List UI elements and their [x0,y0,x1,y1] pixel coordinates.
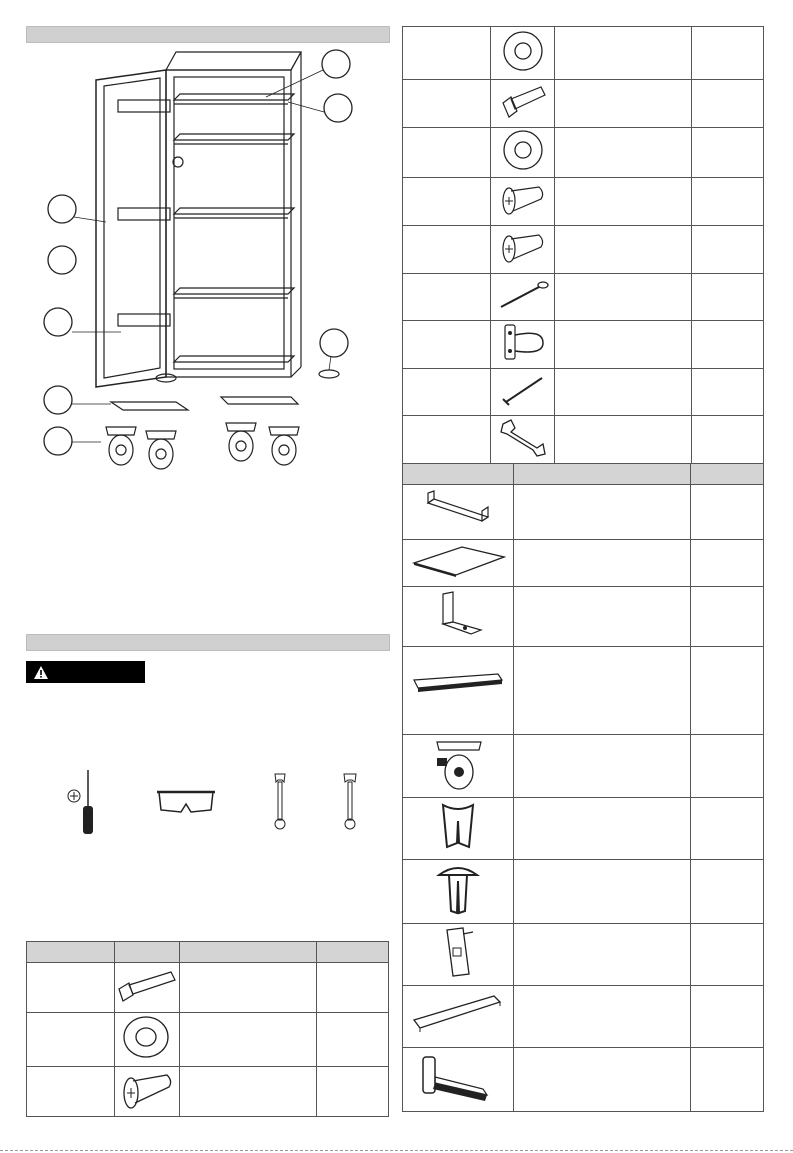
washer-icon [501,29,545,73]
phillips-screwdriver-icon [64,768,104,836]
l-bracket-icon [423,588,493,640]
col-header [403,464,514,485]
latch-plate-icon [433,924,483,980]
right-components-table [402,463,764,1112]
col-header [115,942,180,963]
base-rail-icon [410,670,506,706]
section-header-bar [26,634,390,651]
section-header-bar [26,26,390,43]
table-row [403,369,764,416]
table-row [403,1048,764,1112]
caster-wheel-icon [106,423,299,469]
caster-wheel-icon [423,736,493,792]
table-row [403,587,764,647]
table-row [403,735,764,798]
wrench-icon [272,772,288,830]
lock-cam-icon [413,1049,503,1105]
col-header [691,464,764,485]
col-header [27,942,115,963]
wrench-icon [341,772,359,830]
rail-strip-icon [410,990,506,1038]
left-parts-table [26,941,389,1117]
hex-bolt-icon [497,81,549,121]
table-row [403,80,764,128]
table-row [27,1013,389,1067]
col-header [514,464,691,485]
washer-icon [501,128,545,172]
washer-icon [115,1014,177,1060]
warning-banner [26,661,145,683]
cabinet-figure [26,42,388,482]
nail-icon [498,372,548,408]
table-row [403,986,764,1048]
table-row [403,924,764,986]
hook-bracket-icon [497,321,549,363]
table-row [403,274,764,321]
table-row [403,128,764,178]
table-row [403,647,764,735]
key-pin-icon [495,277,551,313]
table-row [403,540,764,587]
table-row [403,485,764,540]
table-row [27,963,389,1013]
page-bottom-divider [0,1150,793,1151]
channel-bracket-icon [418,487,498,533]
table-row [403,178,764,226]
mat-panel-icon [410,543,506,579]
spanner-icon [497,416,549,458]
warning-triangle-icon [34,666,48,679]
col-header [180,942,317,963]
col-header [317,942,389,963]
table-row [403,321,764,369]
table-row [403,860,764,924]
plastic-clip-icon [433,799,483,853]
truss-screw-icon [115,1067,177,1111]
table-row [403,226,764,274]
shelf [174,94,294,104]
right-hardware-table [402,26,764,464]
truss-screw-icon [497,227,549,267]
truss-screw-icon [497,179,549,219]
hex-bolt-icon [115,965,177,1005]
table-row [27,1067,389,1117]
safety-glasses-icon [155,786,217,816]
table-row [403,27,764,80]
table-row [403,798,764,860]
push-rivet-icon [433,861,483,917]
table-row [403,416,764,464]
